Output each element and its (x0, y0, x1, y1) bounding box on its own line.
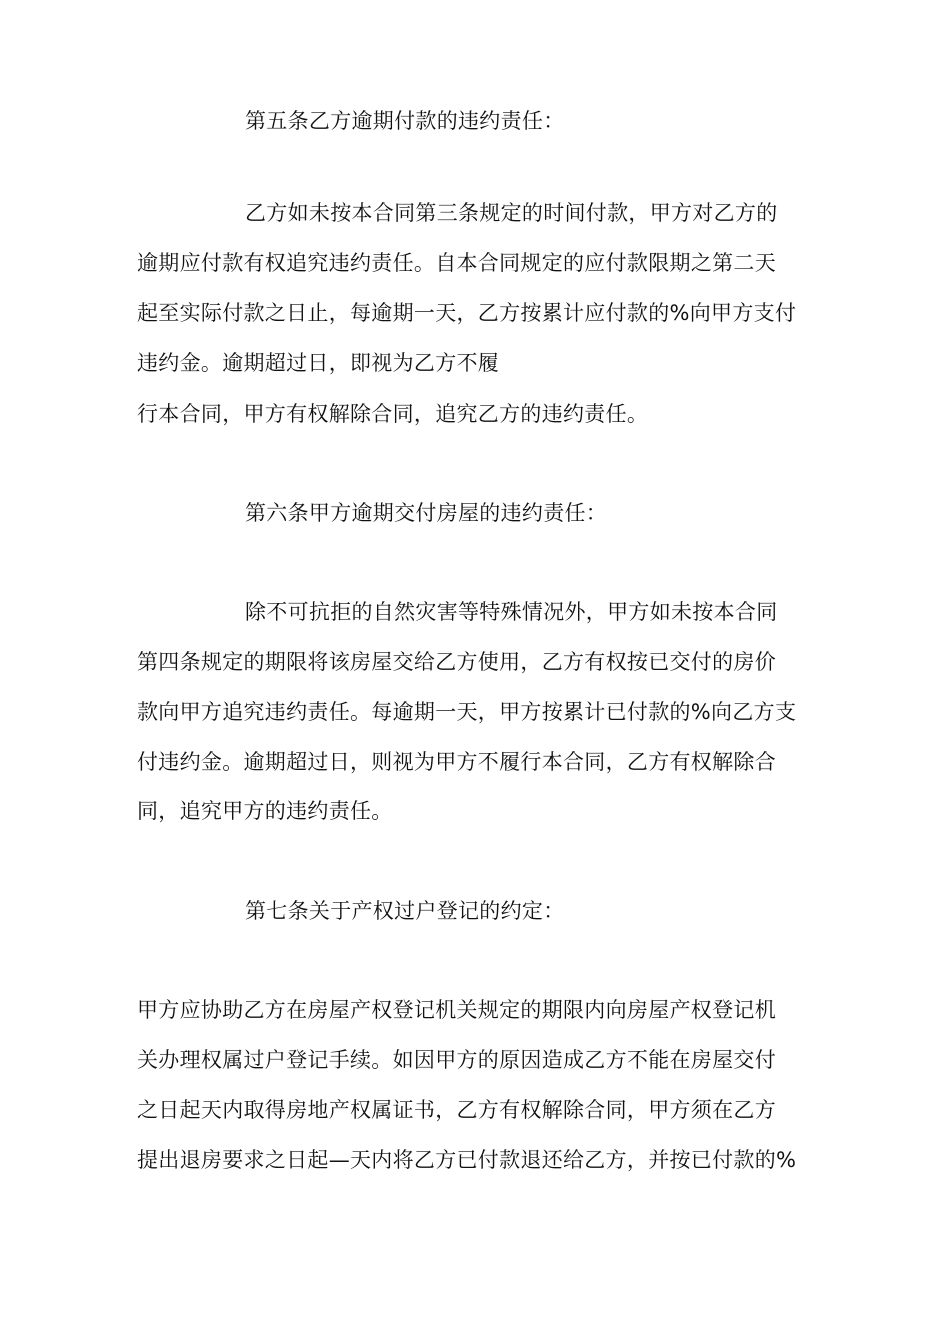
article-6-text-line: 第四条规定的期限将该房屋交给乙方使用，乙方有权按已交付的房价 (137, 650, 776, 674)
article-5-text-line: 违约金。逾期超过日，即视为乙方不履 (137, 351, 500, 375)
article-6-text-line: 同，追究甲方的违约责任。 (137, 799, 393, 823)
article-5-text-line: 行本合同，甲方有权解除合同，追究乙方的违约责任。 (137, 402, 649, 426)
article-6-heading: 第六条甲方逾期交付房屋的违约责任： (245, 501, 608, 525)
article-7-text-line: 之日起天内取得房地产权属证书，乙方有权解除合同，甲方须在乙方 (137, 1098, 776, 1122)
article-6-text-line: 款向甲方追究违约责任。每逾期一天，甲方按累计已付款的%向乙方支 (137, 700, 797, 724)
article-5-text-line: 逾期应付款有权追究违约责任。自本合同规定的应付款限期之第二天 (137, 251, 776, 275)
article-7-heading: 第七条关于产权过户登记的约定： (245, 899, 565, 923)
article-7-text-line: 甲方应协助乙方在房屋产权登记机关规定的期限内向房屋产权登记机 (137, 998, 776, 1022)
article-7-text-line: 关办理权属过户登记手续。如因甲方的原因造成乙方不能在房屋交付 (137, 1048, 776, 1072)
article-5-text-line: 起至实际付款之日止，每逾期一天，乙方按累计应付款的%向甲方支付 (137, 301, 797, 325)
article-6-text-line: 付违约金。逾期超过日，则视为甲方不履行本合同，乙方有权解除合 (137, 750, 776, 774)
article-7-text-line: 提出退房要求之日起—天内将乙方已付款退还给乙方，并按已付款的% (137, 1148, 797, 1172)
article-5-heading: 第五条乙方逾期付款的违约责任： (245, 109, 565, 133)
article-5-text-line: 乙方如未按本合同第三条规定的时间付款，甲方对乙方的 (245, 201, 778, 225)
article-6-text-line: 除不可抗拒的自然灾害等特殊情况外，甲方如未按本合同 (245, 600, 778, 624)
